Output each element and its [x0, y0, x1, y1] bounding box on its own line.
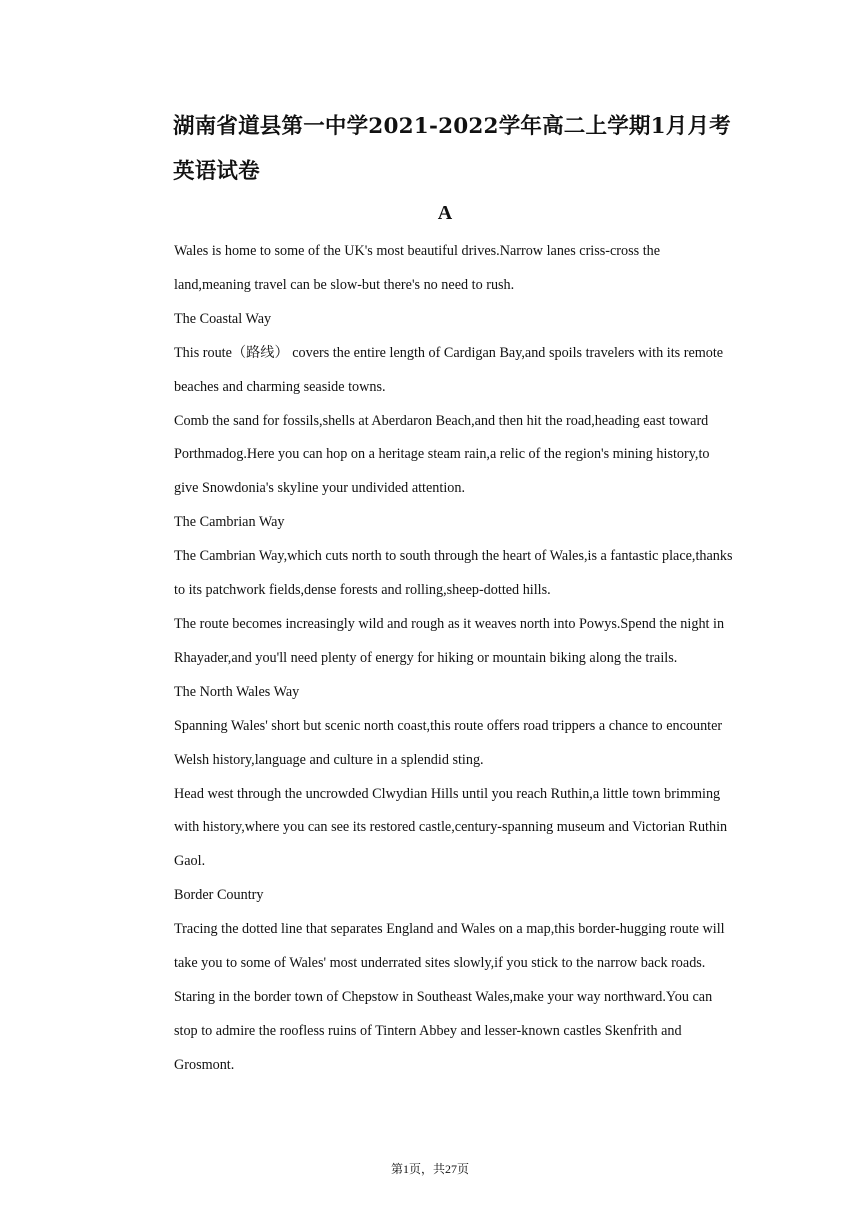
page-footer: 第1页，共27页: [390, 1162, 469, 1176]
page-title: 湖南省道县第一中学2021-2022学年高二上学期1月月考英语试卷: [173, 114, 731, 184]
paragraph: Wales is home to some of the UK's most beautiful drives.Narrow lanes criss-cross the land,meaning travel can be slow-but there's no need to rush.: [174, 243, 661, 293]
route-heading: The Coastal Way: [174, 310, 272, 327]
paragraph: Tracing the dotted line that separates England and Wales on a map,this border-hugging route will take you to some of Wales' most underrated sites slowly,if you stick to the narrow back roads.: [174, 921, 725, 972]
route-heading: The Cambrian Way: [174, 514, 285, 531]
paragraph: Comb the sand for fossils,shells at Aberdaron Beach,and then hit the road,heading east toward Porthmadog.Here you can hop on a heritage steam rain,a relic of the region's mining history,to give Snowdonia's skyline your undivided attention.: [174, 412, 710, 497]
paragraph: This route（路线） covers the entire length of Cardigan Bay,and spoils travelers with its remote beaches and charming seaside towns.: [174, 344, 724, 395]
passage-body: [174, 235, 734, 1083]
paragraph: Head west through the uncrowded Clwydian Hills until you reach Ruthin,a little town brimming with history,where you can see its restored castle,century-spanning museum and Victorian Ruthin Gaol.: [174, 785, 728, 870]
paragraph: The Cambrian Way,which cuts north to south through the heart of Wales,is a fantastic place,thanks to its patchwork fields,dense forests and rolling,sheep-dotted hills.: [174, 548, 733, 599]
route-heading: Border Country: [174, 887, 264, 904]
paragraph: The route becomes increasingly wild and rough as it weaves north into Powys.Spend the night in Rhayader,and you'll need plenty of energy for hiking or mountain biking along the trails.: [174, 615, 725, 666]
paragraph: Spanning Wales' short but scenic north coast,this route offers road trippers a chance to encounter Welsh history,language and culture in a splendid sting.: [174, 717, 723, 768]
section-heading: A: [437, 202, 453, 224]
paragraph: Staring in the border town of Chepstow in Southeast Wales,make your way northward.You can stop to admire the roofless ruins of Tintern Abbey and lesser-known castles Skenfrith and Grosmont.: [174, 988, 713, 1073]
route-heading: The North Wales Way: [174, 683, 300, 700]
